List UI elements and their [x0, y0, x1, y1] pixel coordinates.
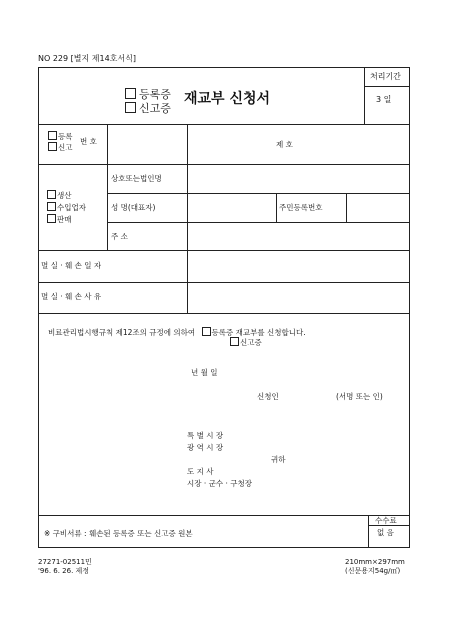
business-type-importer[interactable]: 수입업자 — [47, 202, 86, 214]
row-line — [38, 313, 410, 314]
id-options — [48, 131, 73, 153]
checkbox-icon[interactable] — [230, 337, 239, 346]
checkbox-icon[interactable] — [125, 102, 136, 113]
representative-label: 성 명(대표자) — [111, 203, 156, 212]
checkbox-icon[interactable] — [48, 131, 57, 140]
frame-right — [409, 67, 410, 548]
applicant-label: 신청인 — [257, 392, 279, 401]
form-title: 재교부 신청서 — [184, 91, 271, 107]
statement-option2[interactable]: 신고증 — [230, 337, 262, 347]
footer-approved: '96. 6. 26. 제정 — [38, 567, 90, 575]
row-line — [38, 282, 410, 283]
processing-divider — [364, 67, 365, 124]
business-type-production[interactable]: 생산 — [47, 190, 86, 202]
processing-label: 처리기간 — [370, 72, 401, 81]
checkbox-icon[interactable] — [47, 190, 56, 199]
checkbox-icon[interactable] — [202, 327, 211, 336]
business-types — [47, 190, 86, 226]
honorific: 귀하 — [271, 455, 286, 464]
footer-code: 27271-02511민 — [38, 558, 92, 566]
signature-note: (서명 또는 인) — [336, 392, 383, 401]
authority-metro-city: 광 역 시 장 — [187, 443, 224, 452]
col-line — [107, 164, 108, 250]
statement-line: 비료관리법시행규칙 제12조의 규정에 의하여 등록증 재교부를 신청합니다. — [48, 328, 306, 337]
checkbox-icon[interactable] — [125, 88, 136, 99]
loss-date-label: 멸 실 · 훼 손 일 자 — [41, 261, 102, 270]
fee-label: 수수료 — [375, 516, 397, 525]
id-option-report[interactable]: 신고 — [48, 142, 73, 153]
col-line — [276, 193, 277, 222]
frame-left — [38, 67, 39, 548]
row-line — [107, 222, 410, 223]
col-line — [346, 193, 347, 222]
checkbox-icon[interactable] — [47, 202, 56, 211]
row-line — [107, 193, 410, 194]
title-options — [125, 86, 171, 114]
footer-paper: (신문용지54g/㎡) — [345, 567, 401, 575]
address-label: 주 소 — [111, 232, 128, 241]
frame-bottom — [38, 547, 410, 548]
row-line — [38, 124, 410, 125]
authority-metro: 특 별 시 장 — [187, 431, 224, 440]
form-number: NO 229 [별지 제14호서식] — [38, 54, 136, 63]
title-option-report[interactable]: 신고증 — [125, 100, 171, 114]
title-option-registration[interactable]: 등록증 — [125, 86, 171, 100]
checkbox-icon[interactable] — [47, 214, 56, 223]
company-label: 상호또는법인명 — [111, 174, 162, 183]
row-line — [38, 515, 410, 516]
row-line — [38, 164, 410, 165]
col-line — [368, 515, 369, 547]
processing-value: 3 일 — [376, 95, 392, 104]
required-docs: ※ 구비서류 : 훼손된 등록증 또는 신고증 원본 — [44, 529, 193, 538]
authority-province: 도 지 사 — [187, 467, 214, 476]
frame-top — [38, 67, 410, 68]
id-label: 번 호 — [80, 137, 97, 146]
id-option-registration[interactable]: 등록 — [48, 131, 73, 142]
row-line — [368, 525, 409, 526]
fee-value: 없 음 — [377, 528, 394, 537]
footer-size: 210mm×297mm — [345, 558, 405, 566]
loss-reason-label: 멸 실 · 훼 손 사 유 — [41, 292, 102, 301]
col-line — [187, 124, 188, 313]
rrn-label: 주민등록번호 — [279, 203, 323, 212]
row-line — [38, 250, 410, 251]
id-number-field[interactable]: 제 호 — [276, 140, 293, 149]
business-type-sales[interactable]: 판매 — [47, 214, 86, 226]
processing-line — [364, 86, 409, 87]
date-line: 년 월 일 — [191, 368, 218, 377]
checkbox-icon[interactable] — [48, 142, 57, 151]
col-line — [107, 124, 108, 164]
authority-local: 시장 · 군수 · 구청장 — [187, 479, 253, 488]
